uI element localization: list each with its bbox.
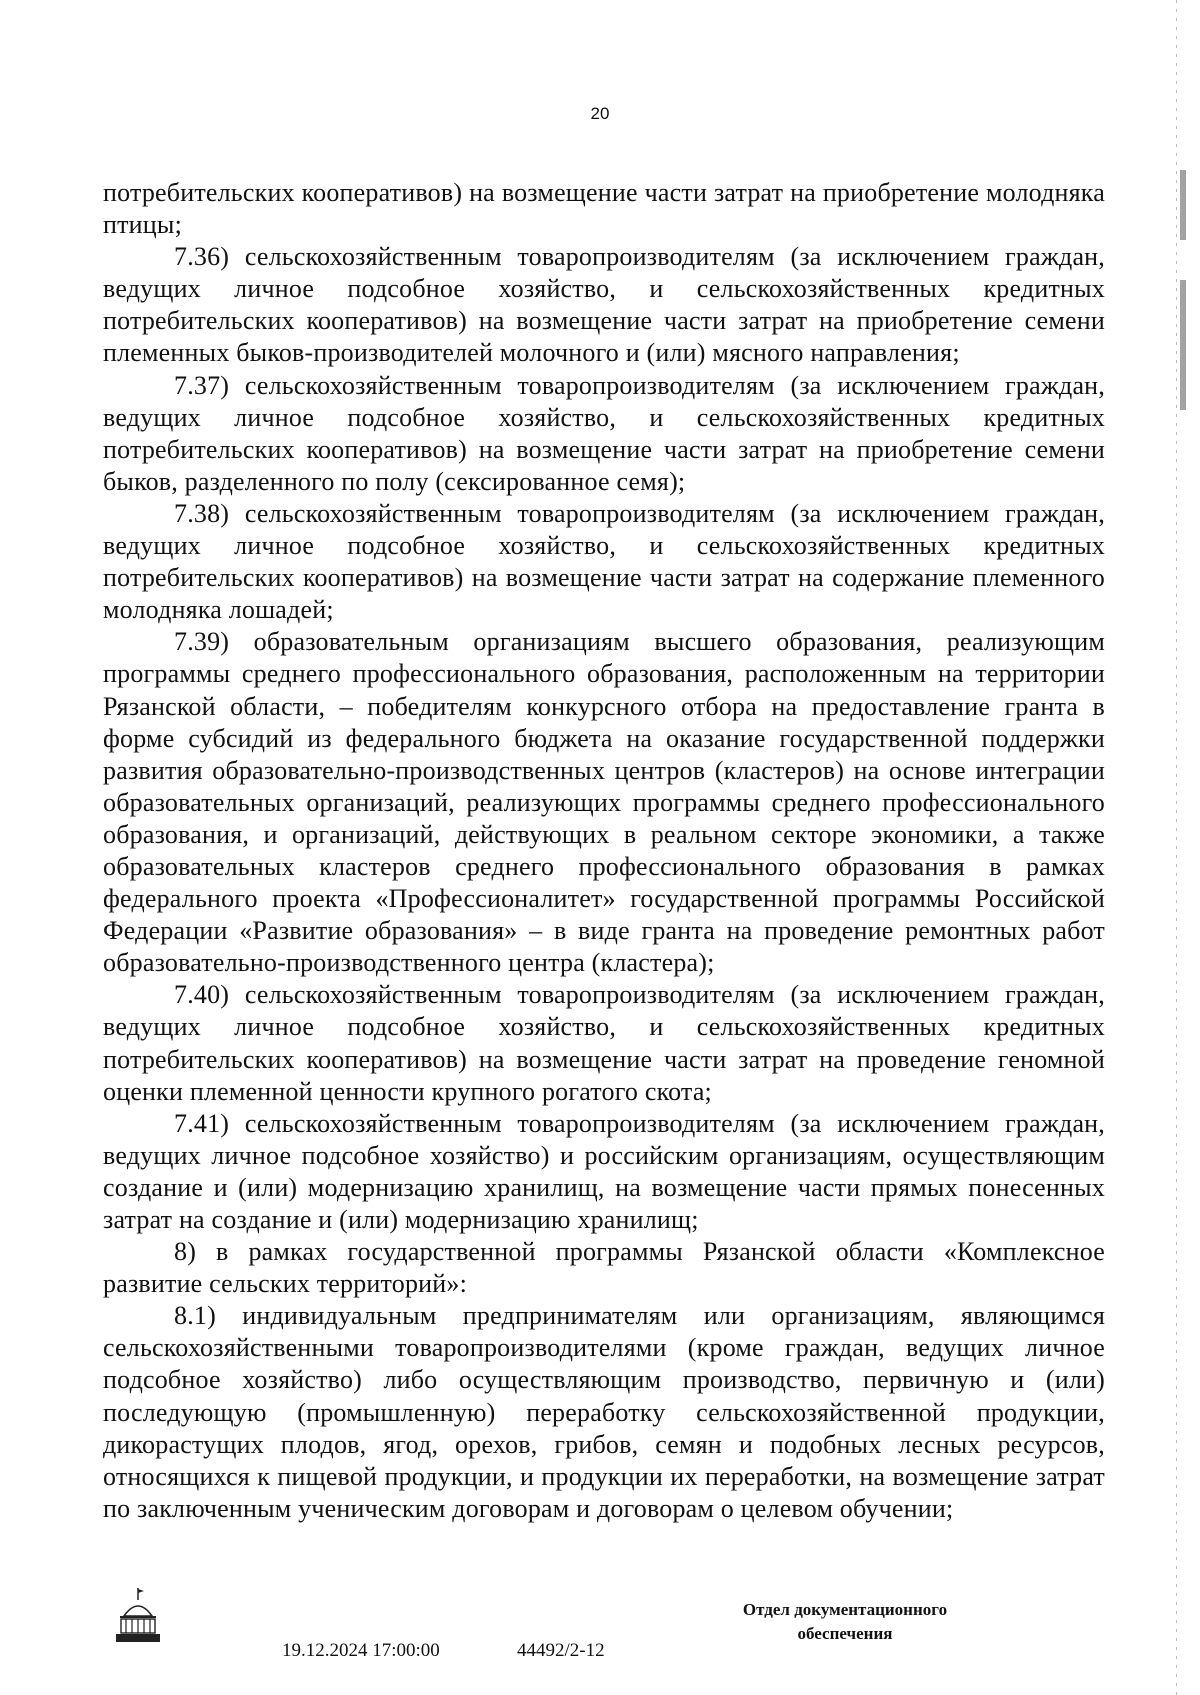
scan-mark [1180, 170, 1186, 240]
paragraph-7-38: 7.38) сельскохозяйственным товаропроизводителям (за исключением граждан, ведущих личное подсобное хозяйство, и сельскохозяйственных кредитных потребительских кооперативов) на возмещение части затрат на содержание племенного молодняка лошадей; [103, 498, 1105, 625]
paragraph-8-1: 8.1) индивидуальным предпринимателям или организациям, являющимся сельскохозяйственными товаропроизводителями (кроме граждан, ведущих личное подсобное хозяйство) либо осуществляющим производство, первичную и (или) последующую (промышленную) переработку сельскохозяйственной продукции, дикорастущих плодов, ягод, орехов, грибов, семян и подобных лесных ресурсов, относящихся к пищевой продукции, и продукции их переработки, на возмещение затрат по заключенным ученическим договорам и договорам о целевом обучении; [103, 1301, 1105, 1523]
document-body [103, 177, 1105, 1525]
paragraph-8: 8) в рамках государственной программы Рязанской области «Комплексное развитие сельских территорий»: [103, 1237, 1105, 1299]
footer-datetime: 19.12.2024 17:00:00 [282, 1640, 440, 1661]
scan-dash-line [1176, 0, 1177, 1695]
paragraph-7-40: 7.40) сельскохозяйственным товаропроизводителям (за исключением граждан, ведущих личное подсобное хозяйство, и сельскохозяйственных кредитных потребительских кооперативов) на возмещение части затрат на проведение геномной оценки племенной ценности крупного рогатого скота; [103, 980, 1105, 1106]
footer-dept-line2: обеспечения [797, 1624, 893, 1643]
duma-building-icon [112, 1586, 164, 1646]
paragraph-7-37: 7.37) сельскохозяйственным товаропроизводителям (за исключением граждан, ведущих личное подсобное хозяйство, и сельскохозяйственных кредитных потребительских кооперативов) на возмещение части затрат на приобретение семени быков, разделенного по полу (сексированное семя); [103, 370, 1105, 496]
footer-department-stamp [700, 1598, 990, 1646]
paragraph-7-39: 7.39) образовательным организациям высшего образования, реализующим программы среднего профессионального образования, расположенным на территории Рязанской области, – победителям конкурсного отбора на предоставление гранта в форме субсидий из федерального бюджета на оказание государственной поддержки развития образовательно-производственных центров (кластеров) на основе интеграции образовательных организаций, реализующих программы среднего профессионального образования, и организаций, действующих в реальном секторе экономики, а также образовательных кластеров среднего профессионального образования в рамках федерального проекта «Профессионалитет» государственной программы Российской Федерации «Развитие образования» – в виде гранта на проведение ремонтных работ образовательно-производственного центра (кластера); [103, 627, 1105, 978]
paragraph-7-41: 7.41) сельскохозяйственным товаропроизводителям (за исключением граждан, ведущих личное подсобное хозяйство) и российским организациям, осуществляющим создание и (или) модернизацию хранилищ, на возмещение части прямых понесенных затрат на создание и (или) модернизацию хранилищ; [103, 1108, 1105, 1234]
footer-dept-line1: Отдел документационного [742, 1600, 948, 1619]
page-number: 20 [590, 104, 610, 123]
paragraph-7-36: 7.36) сельскохозяйственным товаропроизводителям (за исключением граждан, ведущих личное подсобное хозяйство, и сельскохозяйственных кредитных потребительских кооперативов) на возмещение части затрат на приобретение семени племенных быков-производителей молочного и (или) мясного направления; [103, 242, 1105, 368]
scan-mark [1180, 280, 1186, 410]
scan-edge-artifact [1172, 0, 1200, 1695]
footer-doc-number: 44492/2-12 [517, 1640, 605, 1661]
paragraph-continuation: потребительских кооперативов) на возмещение части затрат на приобретение молодняка птицы; [103, 178, 1105, 240]
